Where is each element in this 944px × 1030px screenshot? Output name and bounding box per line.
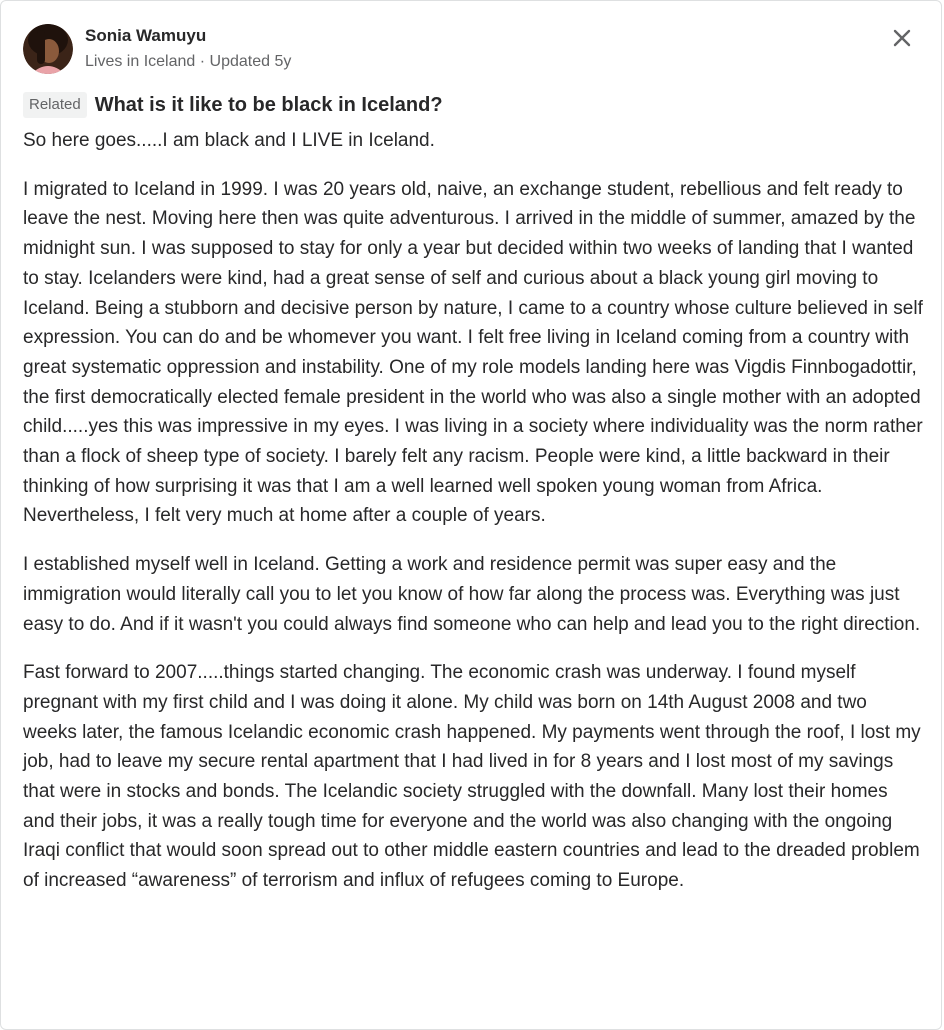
answer-paragraph: So here goes.....I am black and I LIVE in Iceland. — [23, 130, 435, 151]
author-block — [85, 25, 291, 73]
close-icon — [889, 25, 915, 51]
related-badge: Related — [23, 92, 87, 118]
answer-paragraph: I migrated to Iceland in 1999. I was 20 years old, naive, an exchange student, rebellious and felt ready to leave the nest. Moving here then was quite adventurous. I arrived in the middle of summer, amazed by the midnight sun. I was supposed to stay for only a year but decided within two weeks of landing that I wanted to stay. Icelanders were kind, had a great sense of self and curious about a black young girl moving to Iceland. Being a stubborn and decisive person by nature, I came to a country whose culture believed in self expression. You can do and be whomever you want. I felt free living in Iceland coming from a country with great systematic oppression and instability. One of my role models landing here was Vigdis Finnbogadottir, the first democratically elected female president in the world who was also a single mother with an adopted child.....yes this was impressive in my eyes. I was living in a society where individuality was the norm rather than a flock of sheep type of society. I barely felt any racism. People were kind, a little backward in their thinking of how surprising it was that I am a well learned well spoken young woman from Africa. Nevertheless, I felt very much at home after a couple of years. — [23, 178, 923, 527]
answer-header — [23, 23, 291, 75]
author-credential: Lives in Iceland · Updated 5y — [85, 53, 292, 70]
avatar-image — [23, 24, 73, 74]
avatar[interactable] — [23, 24, 73, 74]
answer-paragraph: Fast forward to 2007.....things started changing. The economic crash was underway. I found myself pregnant with my first child and I was doing it alone. My child was born on 14th August 2008 and two weeks later, the famous Icelandic economic crash happened. My payments went through the roof, I lost my job, had to leave my secure rental apartment that I had lived in for 8 years and I lost most of my savings that were in stocks and bonds. The Icelandic society struggled with the downfall. Many lost their homes and their jobs, it was a really tough time for everyone and the world was also changing with the ongoing Iraqi conflict that would soon spread out to other middle eastern countries and lead to the dreaded problem of increased “awareness” of terrorism and influx of refugees coming to Europe. — [23, 662, 921, 892]
related-question-title[interactable]: What is it like to be black in Iceland? — [94, 94, 443, 116]
answer-content — [23, 126, 923, 915]
related-question-row — [23, 92, 921, 118]
close-button[interactable] — [889, 25, 915, 51]
answer-paragraph: I established myself well in Iceland. Getting a work and residence permit was super easy and the immigration would literally call you to let you know of how far along the process was. Everything was just easy to do. And if it wasn't you could always find someone who can help and lead you to the right direction. — [23, 554, 921, 635]
author-name[interactable]: Sonia Wamuyu — [85, 26, 207, 45]
